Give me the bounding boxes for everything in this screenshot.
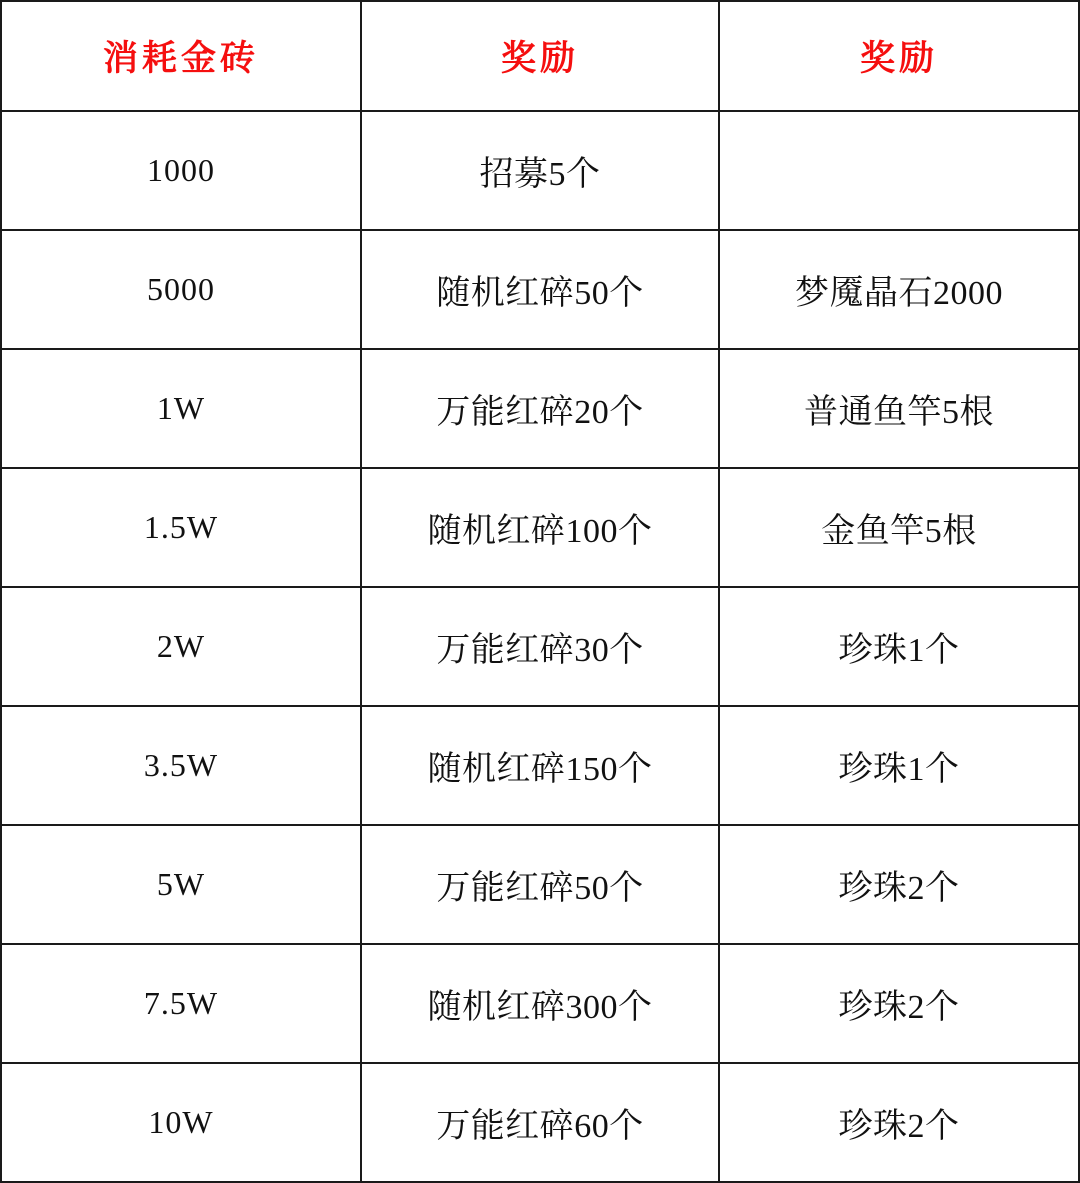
column-header-reward-1: 奖励 [361,1,719,111]
cell-cost: 1.5W [1,468,361,587]
cell-cost: 2W [1,587,361,706]
table-row [1,944,1079,1063]
table-row [1,706,1079,825]
cell-cost: 1000 [1,111,361,230]
cell-reward-2: 珍珠1个 [719,706,1079,825]
cell-reward-1: 万能红碎30个 [361,587,719,706]
cell-cost: 1W [1,349,361,468]
table-row [1,349,1079,468]
cell-cost: 7.5W [1,944,361,1063]
table-row [1,825,1079,944]
cell-reward-2 [719,111,1079,230]
cell-cost: 5W [1,825,361,944]
cell-reward-1: 万能红碎50个 [361,825,719,944]
cell-cost: 3.5W [1,706,361,825]
table-row [1,1063,1079,1182]
table-header-row [1,1,1079,111]
column-header-reward-2: 奖励 [719,1,1079,111]
cell-reward-2: 珍珠1个 [719,587,1079,706]
cell-reward-2: 金鱼竿5根 [719,468,1079,587]
cell-reward-1: 随机红碎150个 [361,706,719,825]
cell-cost: 5000 [1,230,361,349]
table-row [1,230,1079,349]
table-row [1,587,1079,706]
cell-reward-2: 珍珠2个 [719,944,1079,1063]
cell-reward-1: 万能红碎60个 [361,1063,719,1182]
cell-reward-1: 随机红碎300个 [361,944,719,1063]
cell-reward-1: 随机红碎100个 [361,468,719,587]
cell-reward-2: 梦魇晶石2000 [719,230,1079,349]
cell-reward-1: 招募5个 [361,111,719,230]
cell-reward-1: 随机红碎50个 [361,230,719,349]
cell-reward-1: 万能红碎20个 [361,349,719,468]
cell-reward-2: 珍珠2个 [719,1063,1079,1182]
table-row [1,468,1079,587]
table-row [1,111,1079,230]
column-header-cost: 消耗金砖 [1,1,361,111]
cell-cost: 10W [1,1063,361,1182]
cell-reward-2: 珍珠2个 [719,825,1079,944]
cell-reward-2: 普通鱼竿5根 [719,349,1079,468]
